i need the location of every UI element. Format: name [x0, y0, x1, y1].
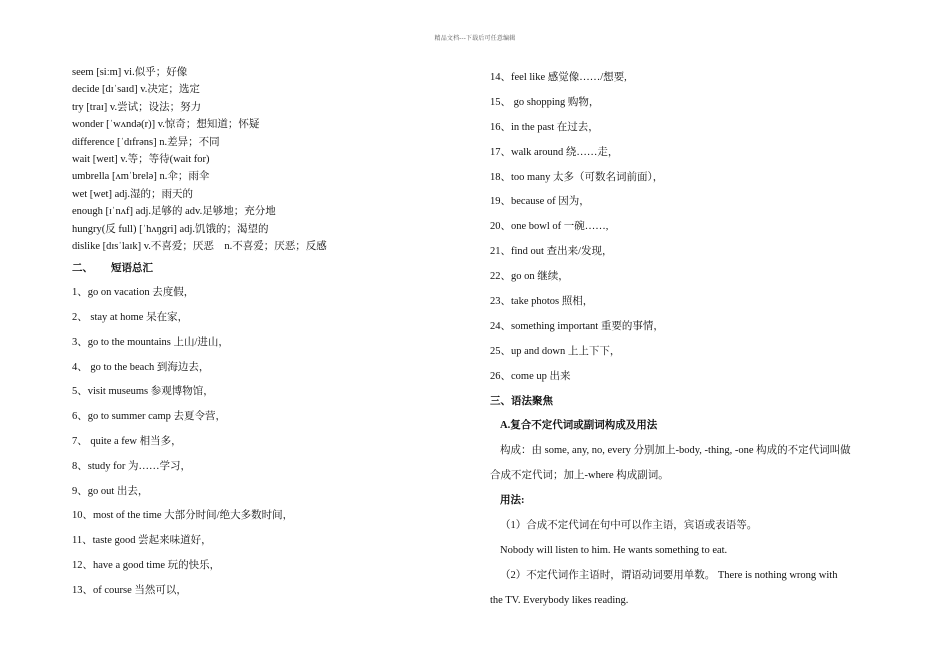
phrase-item: 15、 go shopping 购物，: [490, 96, 600, 108]
vocab-item: seem [siːm] vi.似乎；好像: [72, 67, 188, 78]
phrase-list-right: [490, 66, 890, 390]
phrase-item: 26、come up 出来: [490, 370, 571, 382]
grammar-rule: （1）合成不定代词在句中可以作主语，宾语或表语等。: [500, 520, 758, 532]
phrase-item: 16、in the past 在过去，: [490, 121, 599, 133]
grammar-formation-line: 构成：由 some, any, no, every 分别加上-body, -thing, -one 构成的不定代词叫做: [500, 445, 851, 457]
phrase-item: 21、find out 查出来/发现，: [490, 246, 613, 258]
phrase-item: 19、because of 因为，: [490, 196, 590, 208]
phrase-item: 24、something important 重要的事情，: [490, 320, 664, 332]
grammar-formation-line: 合成不定代词；加上-where 构成副词。: [490, 470, 669, 482]
vocab-item: wet [wet] adj.湿的；雨天的: [72, 188, 194, 200]
right-column: [490, 66, 890, 614]
vocab-item: difference [ˈdɪfrəns] n.差异；不同: [72, 136, 220, 148]
vocabulary-list: [72, 64, 472, 255]
vocab-item: decide [dɪˈsaɪd] v.决定；选定: [72, 84, 200, 96]
phrase-item: 10、most of the time 大部分时间/绝大多数时间，: [72, 510, 294, 522]
phrase-item: 13、of course 当然可以，: [72, 584, 187, 596]
phrase-item: 1、go on vacation 去度假，: [72, 287, 195, 299]
section-number: 二、: [72, 263, 93, 275]
phrase-item: 17、walk around 绕……走，: [490, 146, 619, 158]
phrase-item: 25、up and down 上上下下，: [490, 345, 621, 357]
section-heading-phrases: [72, 257, 472, 281]
phrase-item: 18、too many 太多（可数名词前面），: [490, 171, 664, 183]
phrase-item: 3、go to the mountains 上山/进山，: [72, 336, 229, 348]
phrase-item: 2、 stay at home 呆在家，: [72, 312, 189, 324]
phrase-item: 14、feel like 感觉像……/想要,: [490, 72, 627, 83]
vocab-item: hungry(反 full) [ˈhʌŋgri] adj.饥饿的；渴望的: [72, 223, 269, 235]
phrase-item: 4、 go to the beach 到海边去，: [72, 361, 210, 373]
phrase-item: 7、 quite a few 相当多，: [72, 436, 182, 448]
phrase-list-left: [72, 281, 472, 603]
left-column: [72, 64, 472, 604]
vocab-item: wait [weɪt] v.等；等待(wait for): [72, 153, 210, 165]
vocab-item: try [traɪ] v.尝试；设法；努力: [72, 101, 202, 113]
phrase-item: 20、one bowl of 一碗……,: [490, 221, 609, 233]
phrase-item: 23、take photos 照相，: [490, 296, 594, 308]
vocab-item: enough [ɪˈnʌf] adj.足够的 adv.足够地；充分地: [72, 206, 276, 218]
phrase-item: 8、study for 为……学习，: [72, 460, 191, 472]
phrase-item: 9、go out 出去，: [72, 485, 149, 497]
grammar-rule-continued: the TV. Everybody likes reading.: [490, 594, 629, 606]
phrase-item: 5、visit museums 参观博物馆，: [72, 386, 214, 398]
vocab-item: wonder [ˈwʌndə(r)] v.惊奇；想知道；怀疑: [72, 119, 260, 131]
grammar-example: Nobody will listen to him. He wants something to eat.: [500, 544, 728, 556]
phrase-item: 6、go to summer camp 去夏令营，: [72, 411, 226, 423]
vocab-item: umbrella [ʌmˈbrelə] n.伞；雨伞: [72, 171, 210, 183]
vocab-item: dislike [dɪsˈlaɪk] v.不喜爱；厌恶 n.不喜爱；厌恶；反感: [72, 240, 327, 252]
usage-label: 用法:: [500, 495, 525, 507]
grammar-subheading: A.复合不定代词或副词构成及用法: [500, 420, 658, 432]
phrase-item: 22、go on 继续，: [490, 271, 569, 283]
grammar-rule: （2）不定代词作主语时，谓语动词要用单数。 There is nothing wrong with: [500, 569, 838, 581]
page-header: 精品文档---下载后可任意编辑: [434, 36, 516, 42]
phrase-item: 12、have a good time 玩的快乐，: [72, 560, 221, 572]
section-title: 短语总汇: [111, 263, 153, 275]
section-heading-grammar: 三、语法聚焦: [490, 395, 553, 407]
phrase-item: 11、taste good 尝起来味道好，: [72, 535, 212, 547]
